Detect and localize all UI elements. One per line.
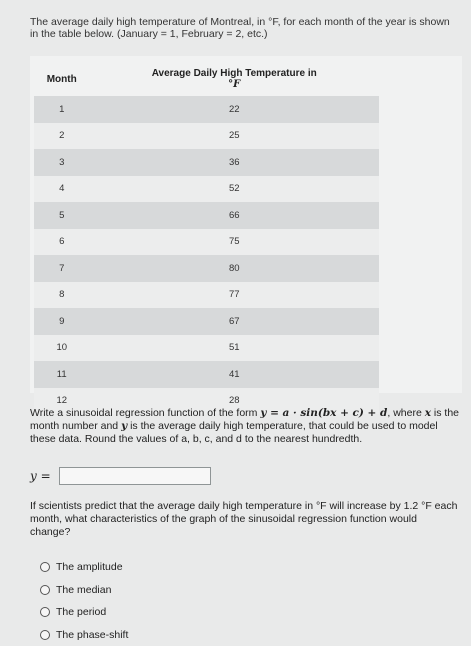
table-row [34,149,379,176]
option-label: The period [56,606,106,618]
formula: y = a · sin(bx + c) + d [260,407,387,419]
answer-row [30,465,211,487]
month-cell: 10 [34,335,89,362]
radio-button[interactable] [40,562,50,572]
radio-button[interactable] [40,585,50,595]
table-row [34,202,379,229]
data-table-panel [30,56,462,393]
option-the-median[interactable] [40,579,128,602]
temperature-unit: °F [90,79,378,90]
answer-options [40,556,128,646]
temperature-cell: 80 [89,255,379,282]
month-cell: 9 [34,308,89,335]
temperature-cell: 36 [89,149,379,176]
temperature-cell: 25 [89,123,379,150]
option-label: The amplitude [56,561,123,573]
month-cell: 3 [34,149,89,176]
radio-button[interactable] [40,607,50,617]
option-the-period[interactable] [40,601,128,624]
answer-input[interactable] [59,467,211,485]
table-row [34,96,379,123]
month-cell: 4 [34,176,89,203]
month-cell: 12 [34,388,89,415]
temperature-cell: 22 [89,96,379,123]
answer-label: y = [30,469,51,483]
table-row [34,282,379,309]
temperature-cell: 51 [89,335,379,362]
month-cell: 5 [34,202,89,229]
temperature-cell: 52 [89,176,379,203]
table-row [34,123,379,150]
table-row [34,176,379,203]
temperature-cell: 75 [89,229,379,256]
month-cell: 2 [34,123,89,150]
option-the-phase-shift[interactable] [40,624,128,646]
regression-question: Write a sinusoidal regression function of the form y = a · sin(bx + c) + d, where x is the month number and y is the average daily high temperature, that could be used to model these data. Round the values of a, b, c, and d to the nearest hundredth. [30,407,460,446]
table-row [34,229,379,256]
temperature-cell: 41 [89,361,379,388]
column-header-temperature: Average Daily High Temperature in °F [89,62,379,96]
characteristics-question: If scientists predict that the average daily high temperature in °F will increase by 1.2 °F each month, what characteristics of the graph of the sinusoidal regression function would change? [30,500,460,539]
month-cell: 7 [34,255,89,282]
month-cell: 1 [34,96,89,123]
temperature-cell: 28 [89,388,379,415]
table-row [34,255,379,282]
temperature-cell: 67 [89,308,379,335]
option-label: The median [56,584,111,596]
temperature-cell: 77 [89,282,379,309]
option-the-amplitude[interactable] [40,556,128,579]
month-cell: 8 [34,282,89,309]
intro-text: The average daily high temperature of Montreal, in °F, for each month of the year is shown in the table below. (January = 1, February = 2, etc.) [30,16,460,40]
table-row [34,335,379,362]
month-cell: 6 [34,229,89,256]
option-label: The phase-shift [56,629,128,641]
temperature-cell: 66 [89,202,379,229]
table-row [34,308,379,335]
table-row [34,361,379,388]
radio-button[interactable] [40,630,50,640]
month-cell: 11 [34,361,89,388]
temperature-table [34,62,379,414]
column-header-month: Month [34,62,89,96]
